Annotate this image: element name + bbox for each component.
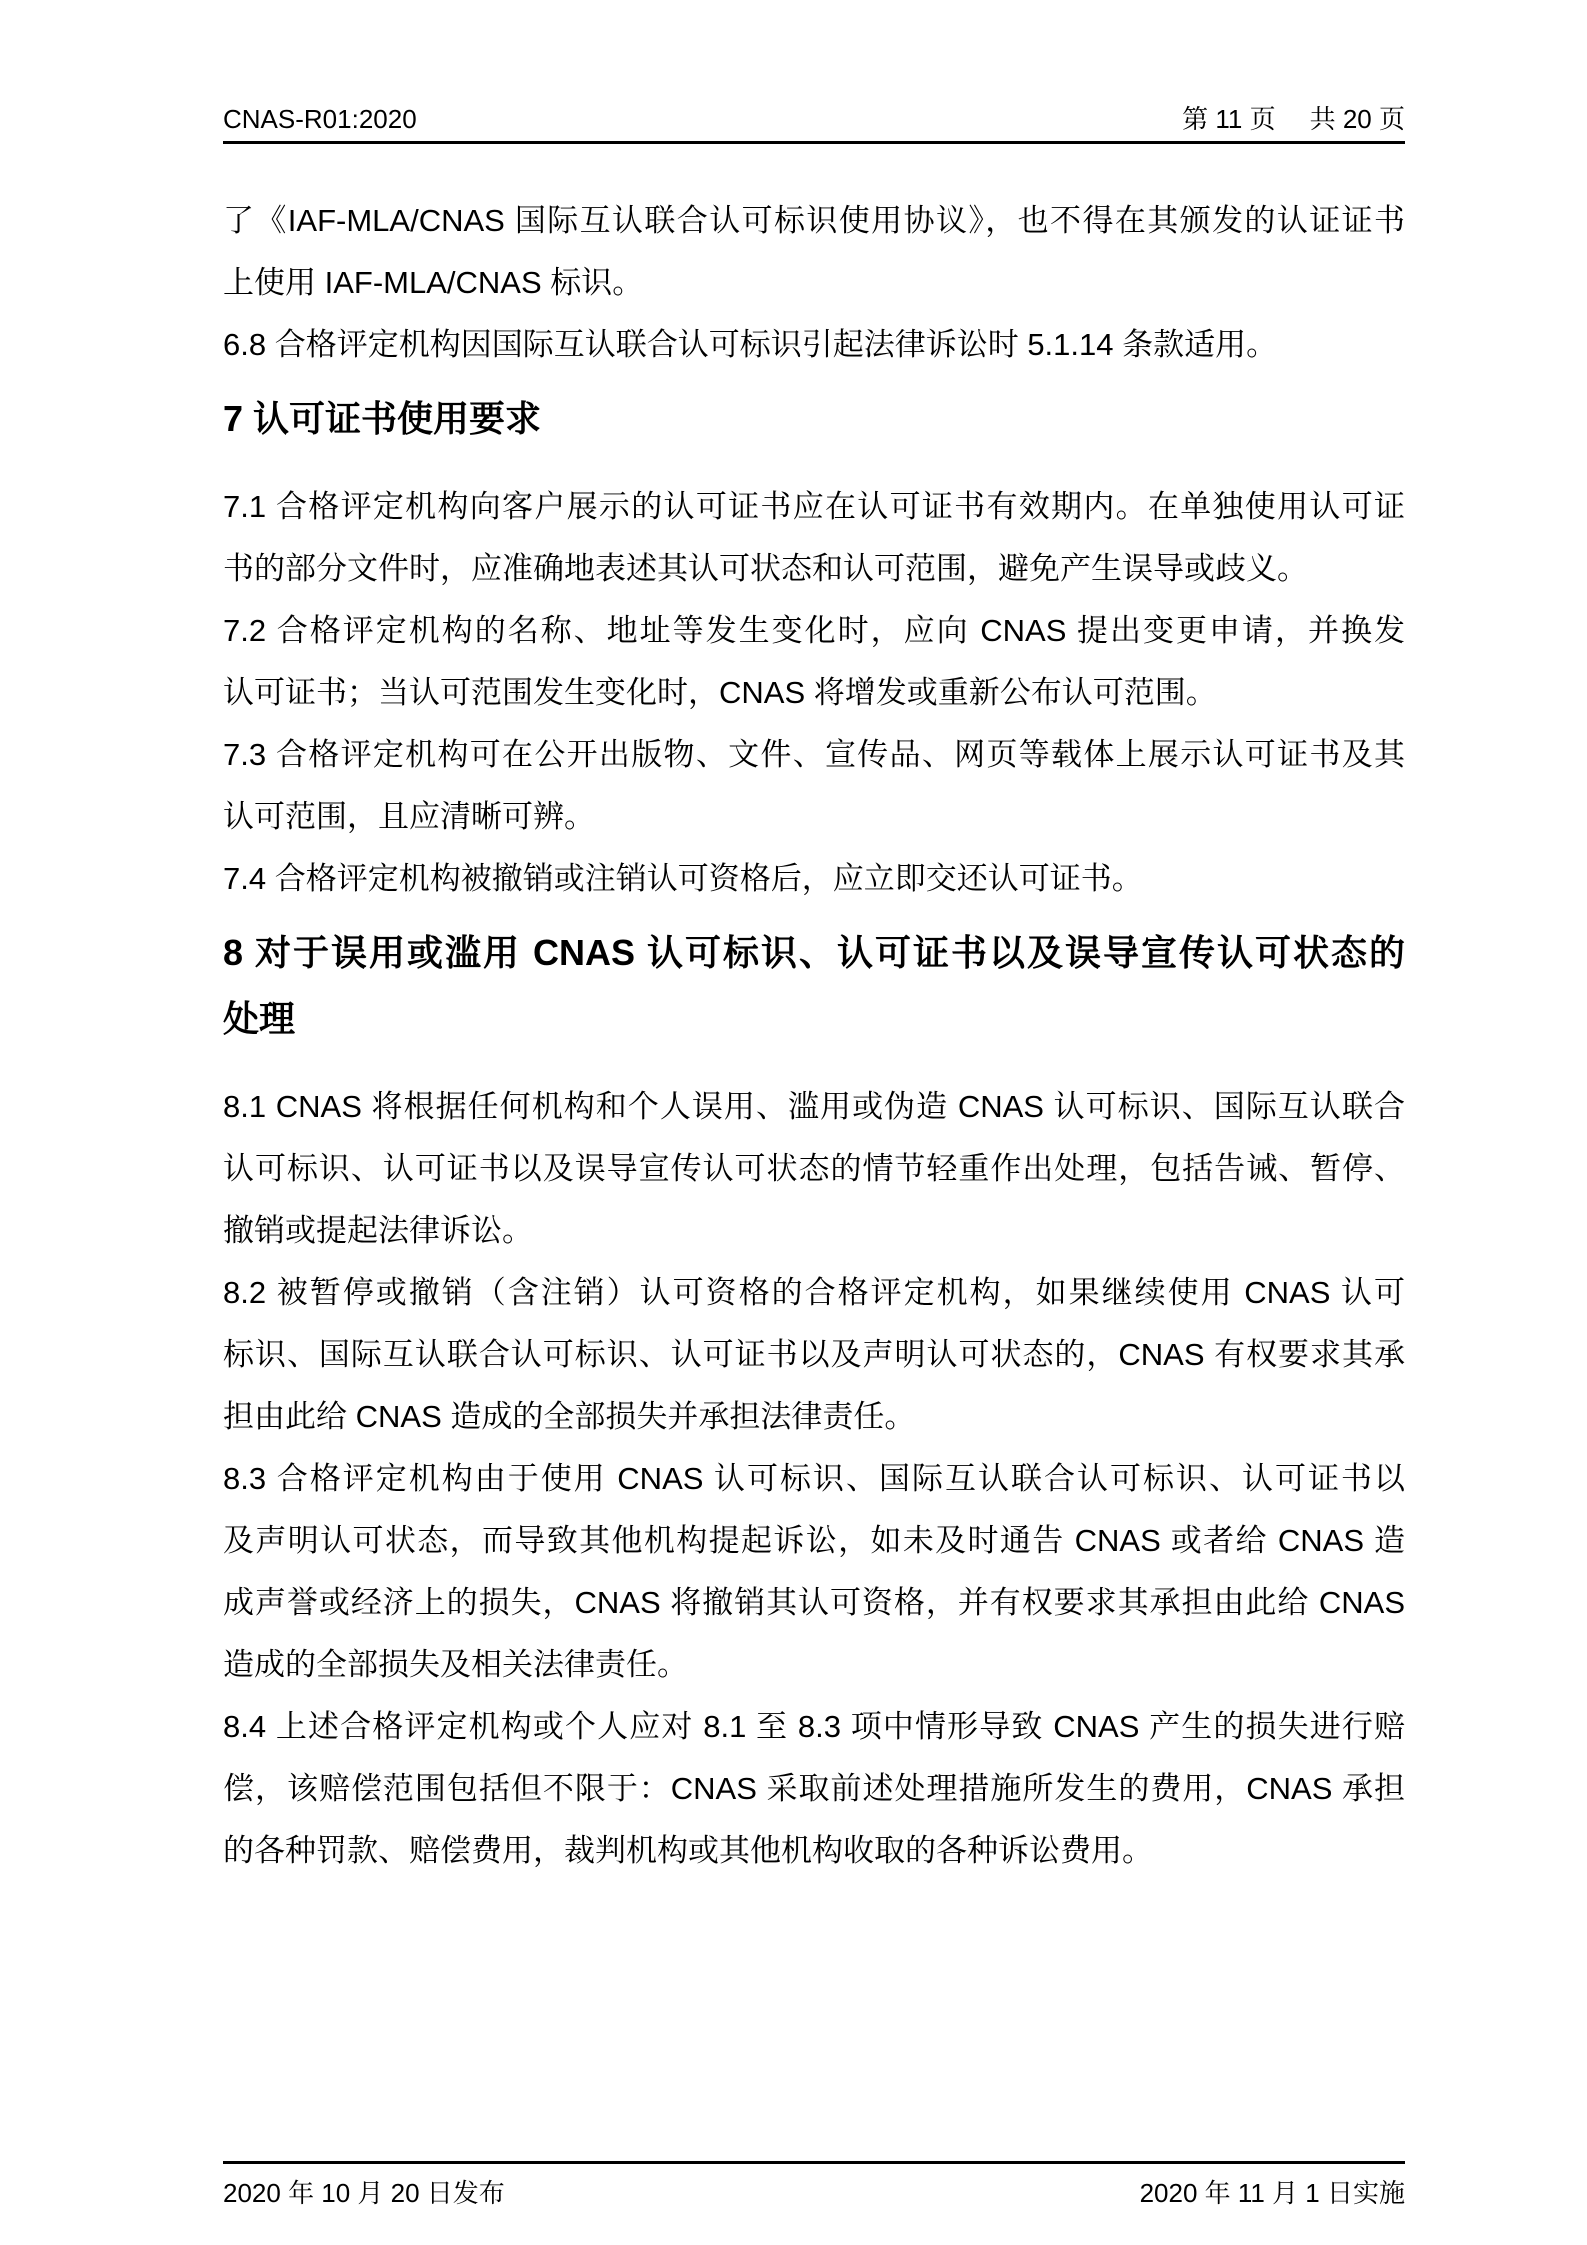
page-number — [1182, 104, 1405, 134]
document-body — [223, 190, 1405, 1882]
text-line: 7.1 合格评定机构向客户展示的认可证书应在认可证书有效期内。在单独使用认可证 — [223, 489, 1405, 524]
text-line: 成声誉或经济上的损失，CNAS 将撤销其认可资格，并有权要求其承担由此给 CNAS — [223, 1585, 1405, 1620]
page-number-separator — [1276, 104, 1310, 134]
paragraph — [223, 848, 1405, 910]
text-line: 担由此给 CNAS 造成的全部损失并承担法律责任。 — [223, 1399, 916, 1434]
text-line: 的各种罚款、赔偿费用，裁判机构或其他机构收取的各种诉讼费用。 — [223, 1833, 1153, 1868]
text-line: 处理 — [223, 998, 296, 1039]
issue-date: 2020 年 10 月 20 日发布 — [223, 2178, 505, 2208]
text-line: 7.4 合格评定机构被撤销或注销认可资格后，应立即交还认可证书。 — [223, 861, 1143, 896]
text-line: 书的部分文件时，应准确地表述其认可状态和认可范围，避免产生误导或歧义。 — [223, 551, 1308, 586]
text-line: 撤销或提起法律诉讼。 — [223, 1213, 533, 1248]
text-line: 上使用 IAF-MLA/CNAS 标识。 — [223, 265, 644, 300]
text-line: 了《IAF-MLA/CNAS 国际互认联合认可标识使用协议》，也不得在其颁发的认证证书 — [223, 203, 1405, 238]
implement-date: 2020 年 11 月 1 日实施 — [1139, 2178, 1405, 2208]
paragraph — [223, 190, 1405, 314]
text-line: 认可范围，且应清晰可辨。 — [223, 799, 595, 834]
doc-code: CNAS-R01:2020 — [223, 104, 417, 134]
page-total: 共 20 页 — [1309, 104, 1405, 134]
paragraph — [223, 476, 1405, 600]
paragraph — [223, 724, 1405, 848]
section-heading — [223, 920, 1405, 1052]
paragraph — [223, 314, 1405, 376]
paragraph — [223, 1262, 1405, 1448]
text-line: 7 认可证书使用要求 — [223, 398, 542, 439]
section-heading — [223, 386, 1405, 452]
text-line: 标识、国际互认联合认可标识、认可证书以及声明认可状态的，CNAS 有权要求其承 — [223, 1337, 1405, 1372]
text-line: 造成的全部损失及相关法律责任。 — [223, 1647, 688, 1682]
text-line: 8.1 CNAS 将根据任何机构和个人误用、滥用或伪造 CNAS 认可标识、国际互认联合 — [223, 1089, 1405, 1124]
text-line: 7.2 合格评定机构的名称、地址等发生变化时，应向 CNAS 提出变更申请，并换发 — [223, 613, 1405, 648]
text-line: 及声明认可状态，而导致其他机构提起诉讼，如未及时通告 CNAS 或者给 CNAS 造 — [223, 1523, 1405, 1558]
text-line: 8.2 被暂停或撤销（含注销）认可资格的合格评定机构，如果继续使用 CNAS 认可 — [223, 1275, 1405, 1310]
text-line: 认可标识、认可证书以及误导宣传认可状态的情节轻重作出处理，包括告诫、暂停、 — [223, 1151, 1405, 1186]
page-footer — [223, 2161, 1405, 2209]
text-line: 偿，该赔偿范围包括但不限于：CNAS 采取前述处理措施所发生的费用，CNAS 承担 — [223, 1771, 1405, 1806]
text-line: 认可证书；当认可范围发生变化时，CNAS 将增发或重新公布认可范围。 — [223, 675, 1217, 710]
paragraph — [223, 1696, 1405, 1882]
text-line: 7.3 合格评定机构可在公开出版物、文件、宣传品、网页等载体上展示认可证书及其 — [223, 737, 1405, 772]
page-header — [223, 104, 1405, 144]
paragraph — [223, 1076, 1405, 1262]
paragraph — [223, 1448, 1405, 1696]
text-line: 8.3 合格评定机构由于使用 CNAS 认可标识、国际互认联合认可标识、认可证书以 — [223, 1461, 1405, 1496]
text-line: 6.8 合格评定机构因国际互认联合认可标识引起法律诉讼时 5.1.14 条款适用。 — [223, 327, 1278, 362]
page-current: 第 11 页 — [1182, 104, 1276, 134]
paragraph — [223, 600, 1405, 724]
text-line: 8.4 上述合格评定机构或个人应对 8.1 至 8.3 项中情形导致 CNAS 产生的损失进行赔 — [223, 1709, 1405, 1744]
text-line: 8 对于误用或滥用 CNAS 认可标识、认可证书以及误导宣传认可状态的 — [223, 932, 1405, 973]
